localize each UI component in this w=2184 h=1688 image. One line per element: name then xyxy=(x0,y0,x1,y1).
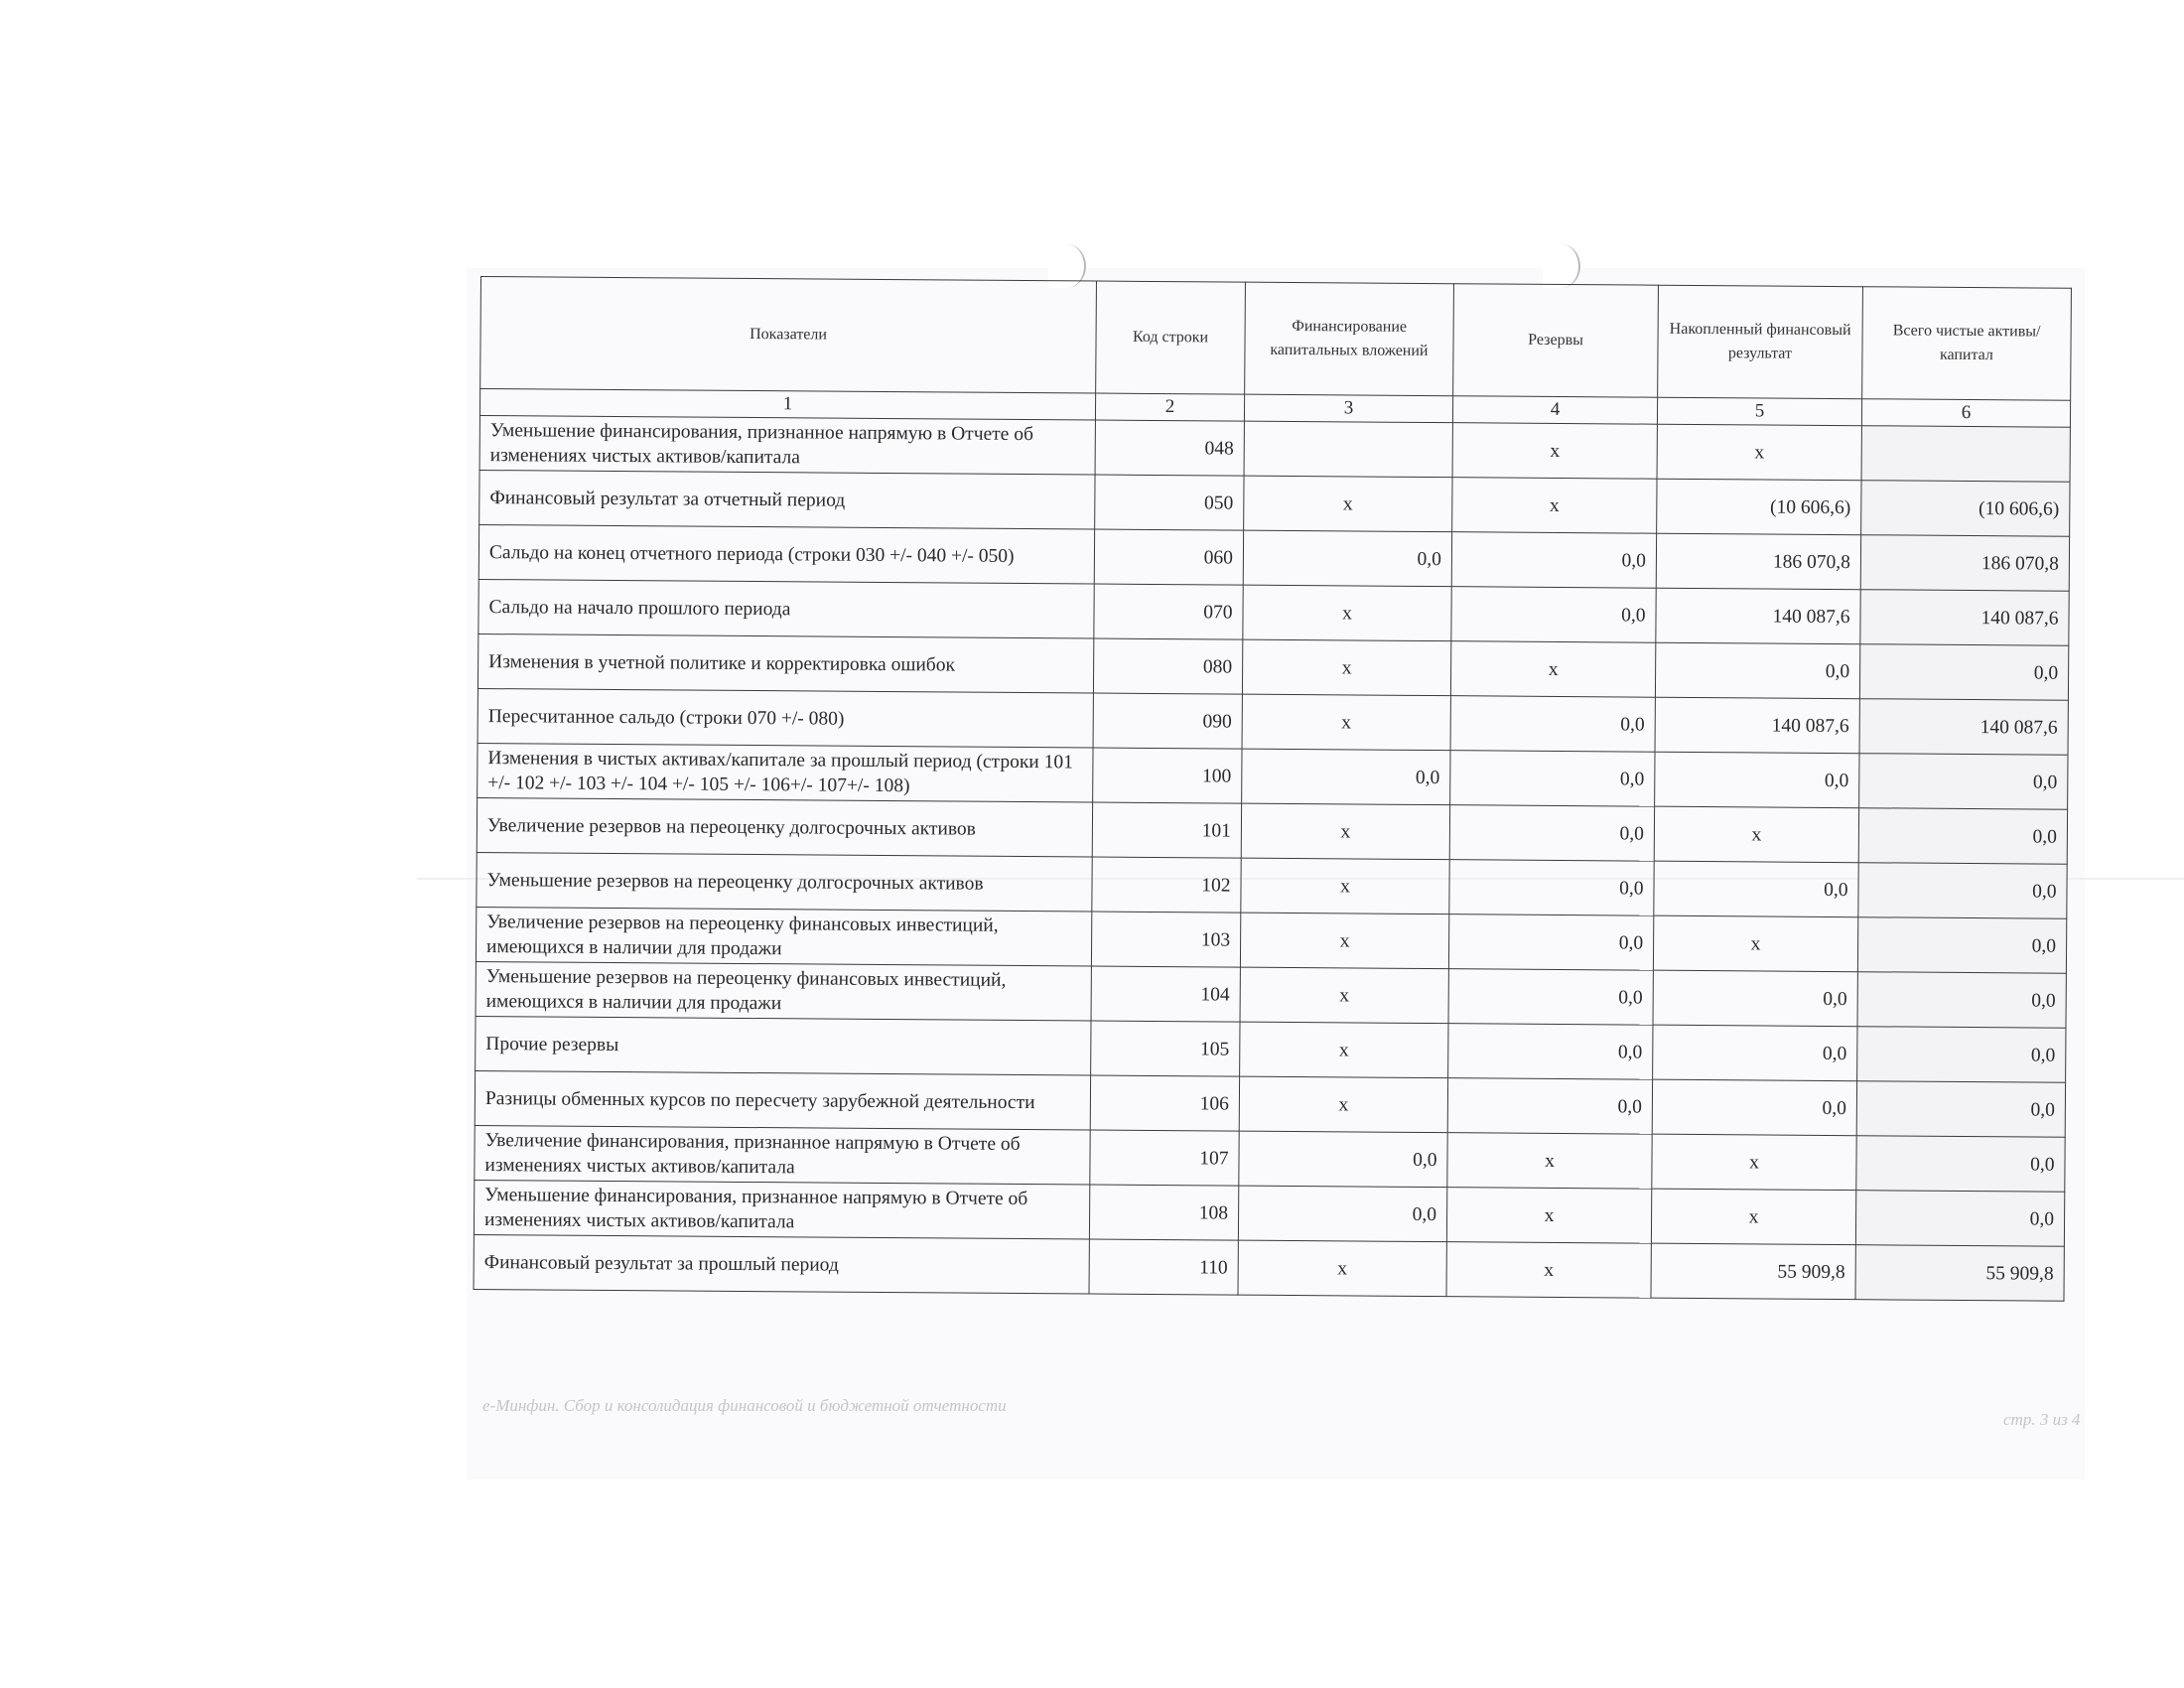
cell-indicator: Сальдо на конец отчетного периода (строки 030 +/- 040 +/- 050) xyxy=(478,524,1094,584)
column-number: 4 xyxy=(1452,396,1657,425)
cell-indicator: Увеличение резервов на переоценку долгосрочных активов xyxy=(477,797,1092,857)
cell-capital-investments: 0,0 xyxy=(1239,1131,1447,1188)
cell-reserves: x xyxy=(1446,1242,1651,1299)
cell-indicator: Пересчитанное сальдо (строки 070 +/- 080) xyxy=(478,688,1093,748)
column-number: 1 xyxy=(479,389,1095,421)
cell-accumulated-result: x xyxy=(1653,915,1857,972)
cell-indicator: Уменьшение резервов на переоценку финансовых инвестиций, имеющихся в наличии для продажи xyxy=(476,961,1091,1021)
cell-reserves: 0,0 xyxy=(1448,914,1653,971)
cell-line-code: 101 xyxy=(1092,802,1241,858)
cell-accumulated-result: x xyxy=(1654,806,1858,863)
cell-line-code: 060 xyxy=(1094,529,1243,585)
cell-line-code: 105 xyxy=(1091,1021,1240,1076)
cell-reserves: 0,0 xyxy=(1448,969,1653,1026)
cell-total-net-assets: 0,0 xyxy=(1856,1081,2065,1138)
cell-capital-investments: x xyxy=(1241,858,1449,914)
cell-total-net-assets: 0,0 xyxy=(1856,1136,2065,1193)
cell-line-code: 080 xyxy=(1093,638,1242,694)
cell-accumulated-result: 186 070,8 xyxy=(1656,533,1860,590)
cell-total-net-assets: 0,0 xyxy=(1858,863,2067,919)
cell-total-net-assets: 0,0 xyxy=(1855,1191,2064,1247)
cell-capital-investments: x xyxy=(1238,1240,1446,1297)
cell-reserves: x xyxy=(1447,1133,1652,1190)
header-reserves: Резервы xyxy=(1453,284,1659,398)
cell-reserves: 0,0 xyxy=(1451,532,1656,589)
cell-total-net-assets: 0,0 xyxy=(1857,917,2066,974)
cell-reserves: 0,0 xyxy=(1447,1078,1652,1135)
cell-reserves: x xyxy=(1450,641,1655,698)
cell-capital-investments: 0,0 xyxy=(1243,530,1451,587)
cell-accumulated-result: 0,0 xyxy=(1655,642,1859,699)
cell-capital-investments: x xyxy=(1240,913,1448,969)
cell-indicator: Уменьшение финансирования, признанное напрямую в Отчете об изменениях чистых активов/капитала xyxy=(474,1180,1089,1239)
cell-line-code: 100 xyxy=(1093,748,1242,803)
column-number: 2 xyxy=(1095,393,1244,421)
cell-total-net-assets: (10 606,6) xyxy=(1861,481,2070,537)
punch-hole xyxy=(1543,244,1580,288)
cell-indicator: Увеличение финансирования, признанное напрямую в Отчете об изменениях чистых активов/капитала xyxy=(475,1125,1090,1185)
column-number: 3 xyxy=(1244,394,1452,423)
cell-line-code: 107 xyxy=(1090,1130,1239,1186)
cell-indicator: Изменения в учетной политике и корректировка ошибок xyxy=(478,633,1093,693)
cell-capital-investments: x xyxy=(1243,585,1451,641)
cell-total-net-assets: 140 087,6 xyxy=(1860,590,2069,646)
cell-accumulated-result: 55 909,8 xyxy=(1651,1243,1855,1300)
cell-capital-investments: x xyxy=(1240,1022,1448,1078)
cell-reserves: 0,0 xyxy=(1450,751,1655,807)
cell-indicator: Финансовый результат за отчетный период xyxy=(479,470,1095,529)
footer-system-name: е-Минфин. Сбор и консолидация финансовой и бюджетной отчетности xyxy=(482,1396,1007,1415)
cell-accumulated-result: x xyxy=(1652,1134,1856,1191)
cell-line-code: 110 xyxy=(1089,1239,1238,1295)
table-row xyxy=(474,1234,2064,1301)
column-number: 6 xyxy=(1861,399,2070,428)
cell-total-net-assets: 0,0 xyxy=(1859,754,2068,810)
header-capital-investments: Финансирование капитальных вложений xyxy=(1245,282,1454,396)
cell-capital-investments: x xyxy=(1244,476,1452,532)
cell-accumulated-result: 0,0 xyxy=(1652,1079,1856,1136)
cell-capital-investments: x xyxy=(1242,694,1450,751)
cell-accumulated-result: x xyxy=(1657,424,1861,481)
cell-reserves: 0,0 xyxy=(1448,1024,1653,1080)
cell-accumulated-result: (10 606,6) xyxy=(1657,479,1861,535)
cell-capital-investments: x xyxy=(1240,967,1448,1024)
cell-total-net-assets: 0,0 xyxy=(1859,644,2068,701)
cell-line-code: 050 xyxy=(1095,475,1244,530)
cell-reserves: x xyxy=(1452,478,1657,534)
cell-indicator: Финансовый результат за прошлый период xyxy=(474,1234,1089,1294)
cell-capital-investments: 0,0 xyxy=(1238,1186,1446,1242)
cell-total-net-assets: 0,0 xyxy=(1857,972,2066,1029)
header-total-net-assets: Всего чистые активы/ капитал xyxy=(1862,287,2072,401)
cell-reserves: 0,0 xyxy=(1451,587,1656,643)
cell-accumulated-result: 0,0 xyxy=(1653,970,1857,1027)
cell-total-net-assets: 0,0 xyxy=(1857,1027,2066,1083)
cell-line-code: 070 xyxy=(1094,584,1243,639)
cell-indicator: Увеличение резервов на переоценку финансовых инвестиций, имеющихся в наличии для продажи xyxy=(476,907,1091,966)
cell-indicator: Разницы обменных курсов по пересчету зарубежной деятельности xyxy=(475,1070,1090,1130)
cell-total-net-assets: 186 070,8 xyxy=(1860,535,2069,592)
cell-indicator: Сальдо на начало прошлого периода xyxy=(478,579,1094,638)
cell-total-net-assets: 140 087,6 xyxy=(1859,699,2068,756)
cell-capital-investments: 0,0 xyxy=(1242,749,1450,805)
header-row xyxy=(480,277,2072,401)
footer-page-number: стр. 3 из 4 xyxy=(2003,1410,2081,1429)
header-accumulated-result: Накопленный финансовый результат xyxy=(1658,285,1863,399)
cell-reserves: x xyxy=(1446,1188,1651,1244)
cell-reserves: x xyxy=(1452,423,1657,480)
cell-line-code: 048 xyxy=(1095,420,1244,476)
cell-reserves: 0,0 xyxy=(1449,860,1654,916)
cell-line-code: 106 xyxy=(1090,1075,1239,1131)
cell-reserves: 0,0 xyxy=(1449,805,1654,862)
cell-reserves: 0,0 xyxy=(1450,696,1655,753)
cell-total-net-assets xyxy=(1861,426,2070,483)
cell-line-code: 102 xyxy=(1092,857,1241,913)
cell-accumulated-result: 0,0 xyxy=(1654,861,1858,917)
cell-accumulated-result: 0,0 xyxy=(1653,1025,1857,1081)
cell-indicator: Уменьшение резервов на переоценку долгосрочных активов xyxy=(477,852,1092,912)
cell-accumulated-result: 140 087,6 xyxy=(1655,697,1859,754)
cell-accumulated-result: x xyxy=(1651,1189,1855,1245)
report-table xyxy=(474,276,2072,1302)
cell-accumulated-result: 140 087,6 xyxy=(1656,588,1860,644)
cell-indicator: Прочие резервы xyxy=(476,1016,1091,1075)
cell-total-net-assets: 55 909,8 xyxy=(1855,1245,2064,1302)
cell-capital-investments: x xyxy=(1239,1076,1447,1133)
header-line-code: Код строки xyxy=(1096,281,1246,394)
header-indicators: Показатели xyxy=(480,277,1097,394)
cell-capital-investments: x xyxy=(1242,639,1450,696)
cell-line-code: 108 xyxy=(1089,1185,1238,1240)
cell-line-code: 090 xyxy=(1093,693,1242,749)
cell-total-net-assets: 0,0 xyxy=(1858,808,2067,865)
cell-line-code: 103 xyxy=(1091,912,1240,967)
cell-capital-investments: x xyxy=(1241,803,1449,860)
column-number: 5 xyxy=(1657,397,1861,426)
cell-accumulated-result: 0,0 xyxy=(1655,752,1859,808)
cell-line-code: 104 xyxy=(1091,966,1240,1022)
cell-indicator: Уменьшение финансирования, признанное напрямую в Отчете об изменениях чистых активов/капитала xyxy=(479,415,1095,475)
cell-capital-investments xyxy=(1244,421,1452,478)
cell-indicator: Изменения в чистых активах/капитале за прошлый период (строки 101 +/- 102 +/- 103 +/- 104 +/- 105 +/- 106+/- 107+/- 108) xyxy=(478,743,1093,802)
